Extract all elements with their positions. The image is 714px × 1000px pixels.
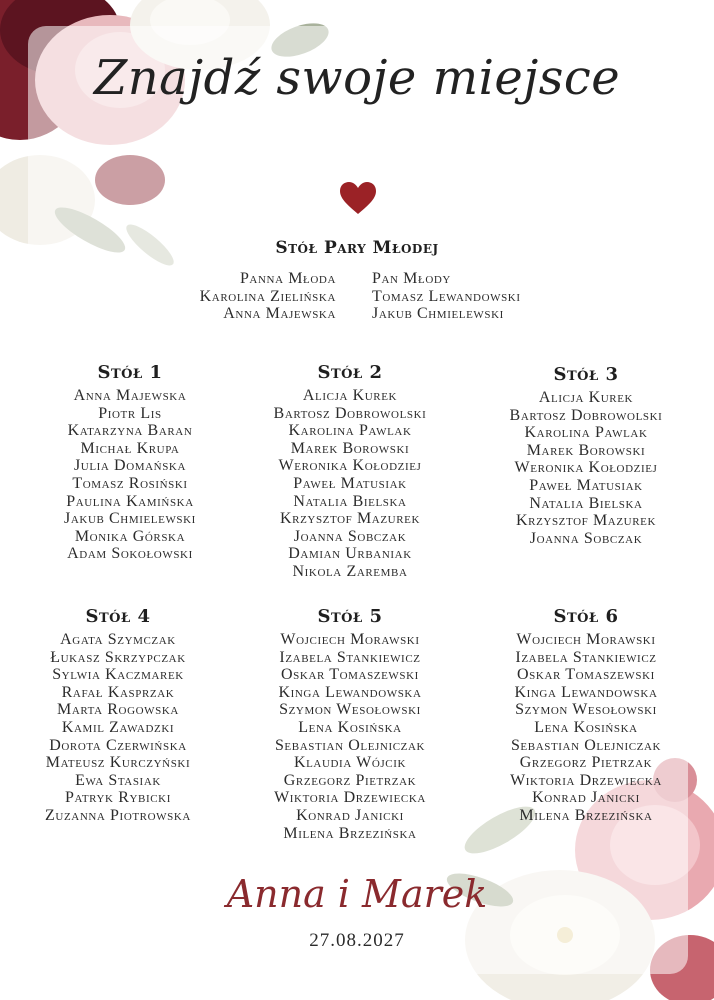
guest-name: Ewa Stasiak [75,771,161,789]
table-4 [8,606,228,825]
guest-name: Weronika Kołodziej [514,459,658,477]
guest-name: Panna Młoda [239,270,336,287]
guest-name: Wojciech Morawski [516,631,656,648]
guest-name: Sebastian Olejniczak [510,736,662,754]
guest-name: Marta Rogowska [57,701,179,719]
guest-name: Rafał Kasprzak [61,683,175,701]
guest-name: Kinga Lewandowska [514,683,658,701]
guest-name: Kinga Lewandowska [278,683,422,701]
guest-name: Izabela Stankiewicz [279,648,421,666]
guest-name: Karolina Pawlak [524,424,648,442]
guest-name: Szymon Wesołowski [279,701,421,719]
guest-name: Zuzanna Piotrowska [45,806,191,824]
guest-name: Michał Krupa [80,439,180,457]
table-2 [240,362,460,581]
wedding-date: 27.08.2027 [309,930,405,951]
heart-icon [338,180,378,216]
guest-name: Piotr Lis [98,404,162,422]
head-table-title: Stół Pary Młodej [275,238,439,258]
guest-name: Wiktoria Drzewiecka [510,771,662,789]
guest-name: Monika Górska [74,527,186,545]
guest-name: Paweł Matusiak [293,474,407,492]
guest-name: Natalia Bielska [529,494,643,512]
table-3 [476,364,696,547]
guest-name: Konrad Janicki [532,789,640,807]
guest-name: Anna Majewska [73,387,187,404]
table-title: Stół 2 [317,362,383,383]
guest-name: Katarzyna Baran [67,422,193,440]
guest-name: Marek Borowski [290,439,410,457]
guest-name: Grzegorz Pietrzak [519,754,653,772]
guest-name: Joanna Sobczak [293,527,407,545]
guest-name: Karolina Zielińska [199,287,336,305]
guest-name: Krzysztof Mazurek [515,512,656,530]
guest-name: Pan Młody [372,270,451,287]
guest-name: Łukasz Skrzypczak [50,648,186,666]
guest-name: Alicja Kurek [302,387,398,404]
table-6 [476,606,696,825]
guest-name: Jakub Chmielewski [64,510,196,528]
guest-list [240,631,460,842]
guest-name: Patryk Rybicki [65,789,171,807]
guest-name: Wojciech Morawski [280,631,420,648]
guest-list [8,631,228,825]
guest-name: Marek Borowski [526,441,646,459]
page-title: Znajdź swoje miejsce [93,50,621,106]
head-table-left-column [200,270,336,323]
table-title: Stół 6 [553,606,619,627]
guest-name: Adam Sokołowski [67,545,193,563]
head-table-right-column [372,270,521,323]
guest-name: Agata Szymczak [60,631,176,648]
guest-name: Izabela Stankiewicz [515,648,657,666]
table-title: Stół 4 [85,606,151,627]
guest-name: Paweł Matusiak [529,476,643,494]
guest-list [20,387,240,563]
guest-name: Mateusz Kurczyński [45,754,191,772]
guest-name: Bartosz Dobrowolski [273,404,427,422]
table-1 [20,362,240,563]
guest-name: Oskar Tomaszewski [517,666,655,684]
guest-name: Wiktoria Drzewiecka [274,789,426,807]
guest-name: Karolina Pawlak [288,422,412,440]
guest-name: Klaudia Wójcik [293,754,407,772]
guest-list [476,389,696,547]
guest-name: Krzysztof Mazurek [279,510,420,528]
guest-name: Natalia Bielska [293,492,407,510]
guest-name: Alicja Kurek [538,389,634,406]
guest-list [240,387,460,581]
guest-name: Bartosz Dobrowolski [509,406,663,424]
guest-name: Damian Urbaniak [288,545,412,563]
guest-name: Oskar Tomaszewski [281,666,419,684]
guest-list [476,631,696,825]
head-table-heading [0,238,714,258]
guest-name: Konrad Janicki [296,806,404,824]
table-title: Stół 1 [97,362,163,383]
guest-name: Milena Brzezińska [283,824,417,842]
guest-name: Milena Brzezińska [519,806,653,824]
guest-name: Sebastian Olejniczak [274,736,426,754]
guest-name: Weronika Kołodziej [278,457,422,475]
guest-name: Lena Kosińska [298,718,402,736]
guest-name: Jakub Chmielewski [372,305,504,323]
guest-name: Anna Majewska [223,305,336,323]
guest-name: Tomasz Rosiński [72,474,188,492]
guest-name: Szymon Wesołowski [515,701,657,719]
guest-name: Grzegorz Pietrzak [283,771,417,789]
guest-name: Tomasz Lewandowski [372,287,521,305]
guest-name: Julia Domańska [73,457,187,475]
guest-name: Joanna Sobczak [529,529,643,547]
table-title: Stół 3 [553,364,619,385]
table-5 [240,606,460,842]
guest-name: Lena Kosińska [534,718,638,736]
guest-name: Nikola Zaremba [292,562,408,580]
guest-name: Kamil Zawadzki [61,718,175,736]
guest-name: Dorota Czerwińska [49,736,187,754]
couple-signature: Anna i Marek [226,872,488,916]
table-title: Stół 5 [317,606,383,627]
guest-name: Sylwia Kaczmarek [52,666,184,684]
guest-name: Paulina Kamińska [66,492,194,510]
